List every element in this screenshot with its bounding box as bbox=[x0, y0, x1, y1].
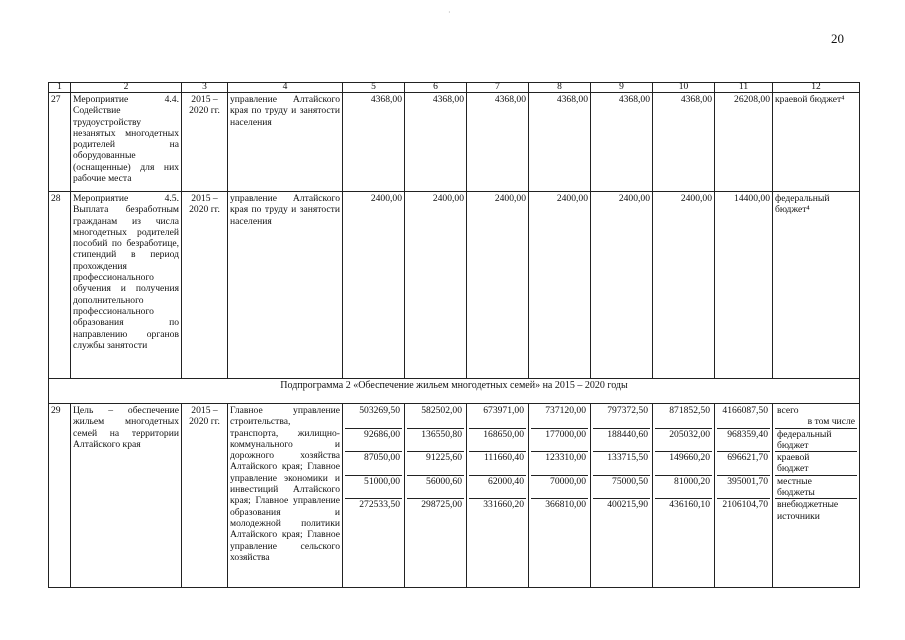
value-cell: 62000,40 bbox=[488, 475, 524, 487]
value-2016: 4368,00 bbox=[405, 93, 467, 192]
value-cell bbox=[593, 440, 650, 452]
sub-row bbox=[593, 428, 650, 440]
sub-row bbox=[717, 499, 770, 511]
col-header: 8 bbox=[529, 83, 591, 93]
value-2020: 4368,00 bbox=[653, 93, 715, 192]
sub-row bbox=[531, 499, 588, 511]
sub-row bbox=[345, 428, 402, 440]
value-stack bbox=[717, 405, 770, 511]
value-cell: 871852,50 bbox=[669, 405, 710, 416]
value-stack bbox=[593, 405, 650, 511]
value-cell: 272533,50 bbox=[359, 499, 400, 511]
value-cell bbox=[531, 440, 588, 452]
executor: Главное управление строительства, транспорта, жилищно-коммунального и дорожного хозяйства Алтайского края; Главное управление экономики и инвестиций Алтайского края; Главное управление образования и молодежной политики Алтайского края; Главное управление сельского хозяйства bbox=[228, 404, 343, 588]
value-2020: 2400,00 bbox=[653, 192, 715, 379]
funding-sources bbox=[773, 404, 860, 588]
value-cell: 205032,00 bbox=[669, 428, 710, 440]
measure-name: Мероприятие 4.4. Содействие трудоустройству незанятых многодетных родителей на оборудованные (оснащенные) для них рабочие места bbox=[71, 93, 182, 192]
value-cell: 436160,10 bbox=[669, 499, 710, 511]
sub-row bbox=[655, 416, 712, 428]
value-cell: 75000,50 bbox=[612, 475, 648, 487]
sub-row bbox=[469, 405, 526, 416]
col-header: 12 bbox=[773, 83, 860, 93]
sub-row bbox=[717, 428, 770, 440]
value-cell: 4166087,50 bbox=[722, 405, 768, 416]
value-cell: 168650,00 bbox=[483, 428, 524, 440]
values-2017 bbox=[467, 404, 529, 588]
value-cell: 111660,40 bbox=[483, 452, 524, 464]
funding-source-line: всего bbox=[777, 405, 799, 416]
value-cell: 797372,50 bbox=[607, 405, 648, 416]
value-cell bbox=[593, 487, 650, 499]
row-number: 28 bbox=[49, 192, 71, 379]
value-cell bbox=[717, 463, 770, 475]
sub-row bbox=[717, 452, 770, 464]
funding-source-line: бюджет bbox=[777, 463, 809, 475]
value-2015: 4368,00 bbox=[343, 93, 405, 192]
sub-row bbox=[469, 499, 526, 511]
sub-row bbox=[531, 487, 588, 499]
funding-source-line: в том числе bbox=[807, 416, 855, 428]
value-2019: 2400,00 bbox=[591, 192, 653, 379]
value-cell: 87050,00 bbox=[364, 452, 400, 464]
value-stack bbox=[531, 405, 588, 511]
sub-row bbox=[655, 499, 712, 511]
value-total: 26208,00 bbox=[715, 93, 773, 192]
sub-row bbox=[655, 475, 712, 487]
funding-source-line: бюджеты bbox=[777, 487, 815, 499]
funding-source-line: местные bbox=[777, 475, 812, 487]
sub-row bbox=[345, 416, 402, 428]
value-cell bbox=[469, 416, 526, 428]
goal-name: Цель – обеспечение жильем многодетных семей на территории Алтайского края bbox=[71, 404, 182, 588]
sub-row bbox=[593, 487, 650, 499]
value-cell: 968359,40 bbox=[727, 428, 768, 440]
source-stack bbox=[775, 405, 857, 522]
sub-row bbox=[469, 475, 526, 487]
subprogram-row bbox=[49, 379, 860, 404]
executor: управление Алтайского края по труду и занятости населения bbox=[228, 93, 343, 192]
value-cell: 149660,20 bbox=[669, 452, 710, 464]
value-cell bbox=[531, 463, 588, 475]
funding-source-line: федеральный bbox=[777, 428, 832, 440]
value-cell bbox=[655, 487, 712, 499]
sub-row bbox=[655, 463, 712, 475]
value-cell: 81000,20 bbox=[674, 475, 710, 487]
sub-row bbox=[593, 463, 650, 475]
sub-row bbox=[775, 416, 857, 428]
value-total: 14400,00 bbox=[715, 192, 773, 379]
value-stack bbox=[345, 405, 402, 511]
values-2018 bbox=[529, 404, 591, 588]
row-number: 29 bbox=[49, 404, 71, 588]
value-cell bbox=[345, 416, 402, 428]
sub-row bbox=[717, 405, 770, 416]
sub-row bbox=[407, 487, 464, 499]
value-cell: 188440,60 bbox=[607, 428, 648, 440]
values-2016 bbox=[405, 404, 467, 588]
sub-row bbox=[345, 405, 402, 416]
value-2017: 2400,00 bbox=[467, 192, 529, 379]
funding-source: краевой бюджет⁴ bbox=[773, 93, 860, 192]
sub-row bbox=[407, 428, 464, 440]
sub-row bbox=[775, 440, 857, 452]
values-2015 bbox=[343, 404, 405, 588]
sub-row bbox=[717, 463, 770, 475]
sub-row bbox=[593, 452, 650, 464]
period: 2015 – 2020 гг. bbox=[182, 404, 228, 588]
value-stack bbox=[469, 405, 526, 511]
value-cell bbox=[655, 440, 712, 452]
value-cell bbox=[407, 463, 464, 475]
sub-row bbox=[469, 416, 526, 428]
value-cell: 2106104,70 bbox=[722, 499, 768, 511]
values-2019 bbox=[591, 404, 653, 588]
sub-row bbox=[531, 428, 588, 440]
sub-row bbox=[775, 487, 857, 499]
sub-row bbox=[593, 416, 650, 428]
sub-row bbox=[717, 475, 770, 487]
values-2020 bbox=[653, 404, 715, 588]
sub-row bbox=[531, 452, 588, 464]
sub-row bbox=[469, 487, 526, 499]
col-header: 9 bbox=[591, 83, 653, 93]
table-row bbox=[49, 192, 860, 379]
value-cell: 503269,50 bbox=[359, 405, 400, 416]
sub-row bbox=[407, 475, 464, 487]
sub-row bbox=[717, 416, 770, 428]
col-header: 7 bbox=[467, 83, 529, 93]
subprogram-title: Подпрограмма 2 «Обеспечение жильем многодетных семей» на 2015 – 2020 годы bbox=[49, 379, 860, 404]
value-cell: 70000,00 bbox=[550, 475, 586, 487]
value-cell bbox=[345, 463, 402, 475]
sub-row bbox=[593, 475, 650, 487]
sub-row bbox=[345, 499, 402, 511]
value-cell bbox=[593, 416, 650, 428]
value-cell: 51000,00 bbox=[364, 475, 400, 487]
value-cell bbox=[407, 416, 464, 428]
sub-row bbox=[593, 499, 650, 511]
sub-row bbox=[407, 416, 464, 428]
value-cell: 673971,00 bbox=[483, 405, 524, 416]
sub-row bbox=[531, 440, 588, 452]
value-2017: 4368,00 bbox=[467, 93, 529, 192]
value-cell bbox=[345, 440, 402, 452]
sub-row bbox=[469, 452, 526, 464]
value-cell: 133715,50 bbox=[607, 452, 648, 464]
sub-row bbox=[593, 440, 650, 452]
col-header: 1 bbox=[49, 83, 71, 93]
funding-source-line: бюджет bbox=[777, 439, 809, 451]
value-cell: 123310,00 bbox=[545, 452, 586, 464]
value-cell: 395001,70 bbox=[727, 475, 768, 487]
value-cell: 400215,90 bbox=[607, 499, 648, 511]
col-header: 4 bbox=[228, 83, 343, 93]
value-cell bbox=[469, 487, 526, 499]
value-2016: 2400,00 bbox=[405, 192, 467, 379]
sub-row bbox=[655, 405, 712, 416]
sub-row bbox=[655, 440, 712, 452]
sub-row bbox=[775, 405, 857, 416]
value-cell bbox=[407, 487, 464, 499]
page-number: 20 bbox=[831, 31, 844, 46]
value-cell bbox=[655, 416, 712, 428]
sub-row bbox=[407, 499, 464, 511]
sub-row bbox=[531, 475, 588, 487]
value-cell bbox=[593, 463, 650, 475]
value-cell bbox=[717, 440, 770, 452]
sub-row bbox=[345, 452, 402, 464]
sub-row bbox=[717, 487, 770, 499]
sub-row bbox=[775, 452, 857, 464]
sub-row bbox=[345, 475, 402, 487]
value-2018: 2400,00 bbox=[529, 192, 591, 379]
value-cell: 92686,00 bbox=[364, 428, 400, 440]
sub-row bbox=[775, 463, 857, 475]
value-cell: 136550,80 bbox=[421, 428, 462, 440]
sub-row bbox=[717, 440, 770, 452]
value-cell bbox=[345, 487, 402, 499]
sub-row bbox=[775, 499, 857, 522]
sub-row bbox=[531, 416, 588, 428]
col-header: 5 bbox=[343, 83, 405, 93]
value-cell bbox=[531, 487, 588, 499]
value-cell bbox=[717, 487, 770, 499]
value-cell: 177000,00 bbox=[545, 428, 586, 440]
measure-name: Мероприятие 4.5. Выплата безработным гражданам из числа многодетных родителей пособий по безработице, стипендий в период прохождения профессионального обучения и получения дополнительного профессионального образования по направлению органов службы занятости bbox=[71, 192, 182, 379]
value-cell: 582502,00 bbox=[421, 405, 462, 416]
sub-row bbox=[775, 428, 857, 440]
col-header: 6 bbox=[405, 83, 467, 93]
col-header: 2 bbox=[71, 83, 182, 93]
program-table bbox=[48, 82, 860, 588]
value-cell bbox=[531, 416, 588, 428]
value-2015: 2400,00 bbox=[343, 192, 405, 379]
row-number: 27 bbox=[49, 93, 71, 192]
col-header: 3 bbox=[182, 83, 228, 93]
sub-row bbox=[775, 475, 857, 487]
value-cell bbox=[469, 463, 526, 475]
sub-row bbox=[469, 440, 526, 452]
sub-row bbox=[655, 452, 712, 464]
table-row bbox=[49, 93, 860, 192]
sub-row bbox=[469, 463, 526, 475]
value-cell bbox=[717, 416, 770, 428]
sub-row bbox=[655, 487, 712, 499]
value-cell: 56000,60 bbox=[426, 475, 462, 487]
col-header: 11 bbox=[715, 83, 773, 93]
period: 2015 – 2020 гг. bbox=[182, 93, 228, 192]
sub-row bbox=[407, 452, 464, 464]
period: 2015 – 2020 гг. bbox=[182, 192, 228, 379]
value-stack bbox=[407, 405, 464, 511]
value-cell: 696621,70 bbox=[727, 452, 768, 464]
funding-source-line: краевой bbox=[777, 452, 810, 464]
funding-source: федеральный бюджет⁴ bbox=[773, 192, 860, 379]
value-cell: 366810,00 bbox=[545, 499, 586, 511]
sub-row bbox=[345, 440, 402, 452]
sub-row bbox=[345, 463, 402, 475]
value-stack bbox=[655, 405, 712, 511]
funding-source-line: внебюджетные источники bbox=[777, 499, 839, 522]
sub-row bbox=[407, 440, 464, 452]
value-cell bbox=[407, 440, 464, 452]
sub-row bbox=[531, 405, 588, 416]
value-cell: 331660,20 bbox=[483, 499, 524, 511]
sub-row bbox=[407, 405, 464, 416]
value-cell: 298725,00 bbox=[421, 499, 462, 511]
sub-row bbox=[469, 428, 526, 440]
col-header: 10 bbox=[653, 83, 715, 93]
column-numbers-row bbox=[49, 83, 860, 93]
value-cell: 737120,00 bbox=[545, 405, 586, 416]
scan-mark: · bbox=[448, 8, 451, 17]
sub-row bbox=[407, 463, 464, 475]
sub-row bbox=[345, 487, 402, 499]
sub-row bbox=[531, 463, 588, 475]
value-cell bbox=[655, 463, 712, 475]
executor: управление Алтайского края по труду и занятости населения bbox=[228, 192, 343, 379]
value-cell bbox=[469, 440, 526, 452]
values-total bbox=[715, 404, 773, 588]
value-cell: 91225,60 bbox=[426, 452, 462, 464]
value-2019: 4368,00 bbox=[591, 93, 653, 192]
sub-row bbox=[655, 428, 712, 440]
value-2018: 4368,00 bbox=[529, 93, 591, 192]
sub-row bbox=[593, 405, 650, 416]
table-row bbox=[49, 404, 860, 588]
